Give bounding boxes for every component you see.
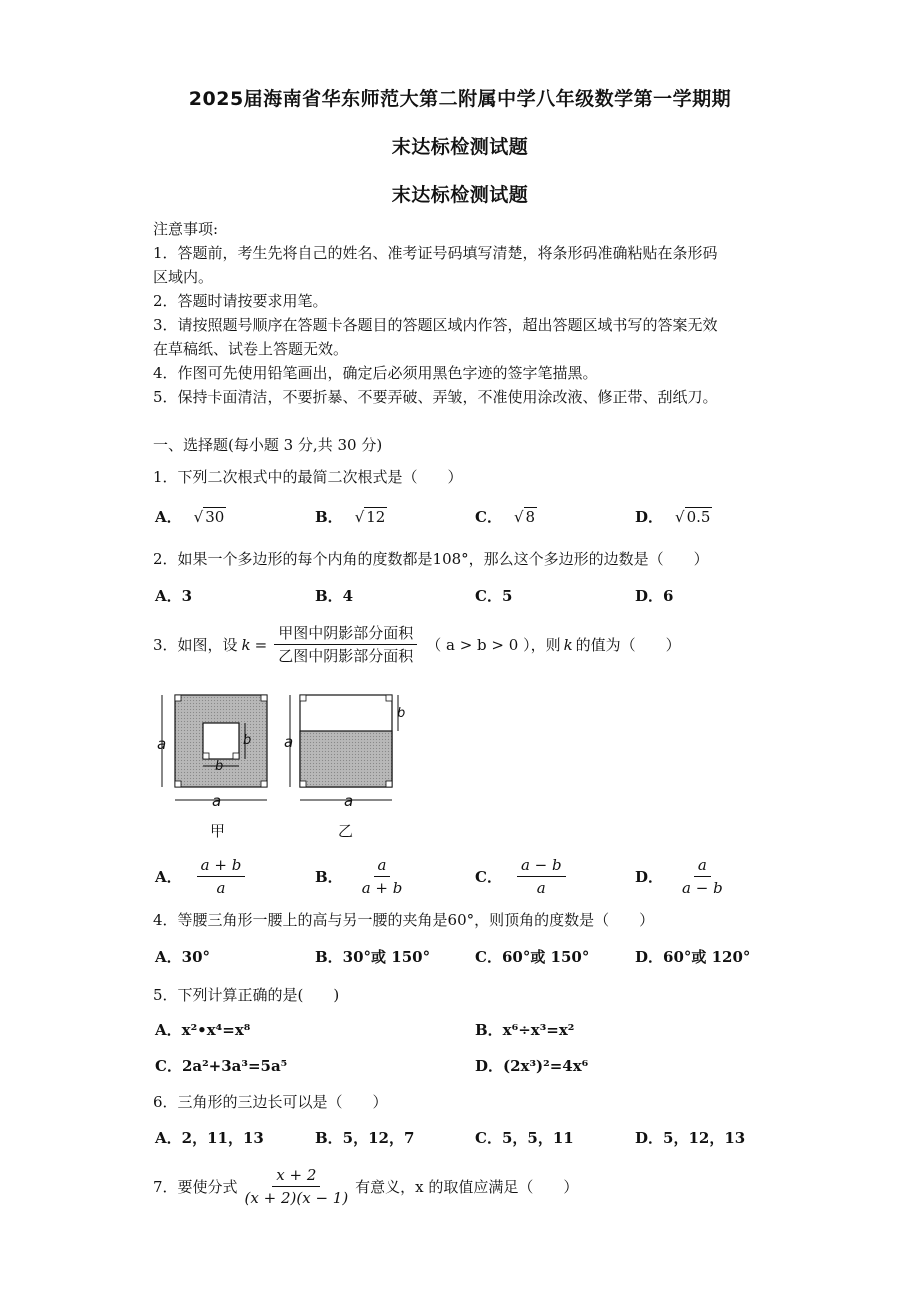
q6-option-d: D．5，12，13 <box>635 1129 746 1147</box>
option-label: C． <box>475 508 502 526</box>
corner-mark <box>261 695 267 701</box>
title-line-3: 末达标检测试题 <box>391 184 529 206</box>
question-3-stem: 3．如图，设 k = $\frac{\text{甲图中阴影部分面积}}{\text{乙图中阴影部分面积}}$ （ a > b > 0 ），则 k 的值为（ ） <box>153 624 681 665</box>
figure-yi <box>290 695 398 800</box>
q3-option-c: C． $\frac{a - b}{a}$ <box>475 856 569 897</box>
q3-option-d: D． $\frac{a}{a - b}$ <box>635 856 723 897</box>
q2-option-b: B．4 <box>315 587 354 605</box>
corner-mark <box>175 781 181 787</box>
question-6-stem: 6．三角形的三边长可以是（ ） <box>153 1093 388 1111</box>
radicand: 30 <box>205 508 225 526</box>
q5-option-a: A．x²•x⁴=x⁸ <box>155 1021 251 1039</box>
jia-label-b-bottom: b <box>215 759 224 774</box>
question-5-stem: 5．下列计算正确的是( ) <box>153 986 340 1004</box>
q2-option-a: A．3 <box>155 587 193 605</box>
corner-mark <box>261 781 267 787</box>
corner-mark <box>203 753 209 759</box>
radicand: 12 <box>366 508 386 526</box>
question-1-stem: 1．下列二次根式中的最简二次根式是（ ） <box>153 468 463 486</box>
note-4: 4．作图可先使用铅笔画出，确定后必须用黑色字迹的签字笔描黑。 <box>153 364 598 382</box>
option-label: A． <box>155 868 182 886</box>
q4-option-b: B．30°或 150° <box>315 948 431 966</box>
yi-label-a-bottom: a <box>344 792 354 810</box>
corner-mark <box>386 781 392 787</box>
q4-option-d: D．60°或 120° <box>635 948 751 966</box>
notes-heading: 注意事项: <box>153 220 219 238</box>
yi-shaded-rect <box>300 731 392 787</box>
q1-option-d: D． √ 0.5 <box>635 508 711 526</box>
option-label: D． <box>635 508 664 526</box>
q3-option-b: B． $\frac{a}{a + b}$ <box>315 856 403 897</box>
jia-label-b-side: b <box>243 733 252 748</box>
q2-option-c: C．5 <box>475 587 513 605</box>
radicand: 8 <box>525 508 536 526</box>
q1-option-b: B． √ 12 <box>315 508 386 526</box>
yi-label-b: b <box>397 706 406 721</box>
q4-option-a: A．30° <box>155 948 211 966</box>
q7-fraction: $\frac{x + 2}{(x + 2)(x - 1)}$ <box>244 1166 349 1207</box>
jia-label-a-bottom: a <box>212 792 222 810</box>
q5-option-c: C．2a²+3a³=5a⁵ <box>155 1057 288 1075</box>
q2-option-d: D．6 <box>635 587 674 605</box>
question-7-stem: 7．要使分式 $\frac{x + 2}{(x + 2)(x - 1)}$ 有意义，x 的取值应满足（ ） <box>153 1166 579 1207</box>
q5-option-b: B．x⁶÷x³=x² <box>475 1021 575 1039</box>
option-label: B． <box>315 868 343 886</box>
q5-option-d: D．(2x³)²=4x⁶ <box>475 1057 589 1075</box>
yi-label-a: a <box>284 733 294 751</box>
corner-mark <box>300 781 306 787</box>
radicand: 0.5 <box>686 508 711 526</box>
note-2: 2．答题时请按要求用笔。 <box>153 292 328 310</box>
q6-option-b: B．5，12，7 <box>315 1129 415 1147</box>
q3-option-a: A． $\frac{a + b}{a}$ <box>155 856 248 897</box>
corner-mark <box>386 695 392 701</box>
q1-option-a: A． √ 30 <box>155 508 225 526</box>
question-4-stem: 4．等腰三角形一腰上的高与另一腰的夹角是60°，则顶角的度数是（ ） <box>153 911 655 929</box>
note-5: 5．保持卡面清洁，不要折暴、不要弄破、弄皱，不准使用涂改液、修正带、刮纸刀。 <box>153 388 718 406</box>
note-3a: 3．请按照题号顺序在答题卡各题目的答题区域内作答，超出答题区域书写的答案无效 <box>153 316 718 334</box>
title-line-2: 末达标检测试题 <box>391 136 529 158</box>
q1-option-c: C． √ 8 <box>475 508 536 526</box>
corner-mark <box>300 695 306 701</box>
note-3b: 在草稿纸、试卷上答题无效。 <box>153 340 349 358</box>
note-1a: 1．答题前，考生先将自己的姓名、准考证号码填写清楚，将条形码准确粘贴在条形码 <box>153 244 718 262</box>
q6-option-a: A．2，11，13 <box>155 1129 264 1147</box>
section-heading: 一、选择题(每小题 3 分,共 30 分) <box>153 436 383 454</box>
figure-jia-caption: 甲 <box>210 822 226 840</box>
corner-mark <box>175 695 181 701</box>
figure-yi-caption: 乙 <box>338 822 354 840</box>
q4-option-c: C．60°或 150° <box>475 948 590 966</box>
jia-label-a: a <box>157 735 167 753</box>
corner-mark <box>233 753 239 759</box>
q6-option-c: C．5，5，11 <box>475 1129 574 1147</box>
note-1b: 区域内。 <box>153 268 214 286</box>
title-line-1: 2025届海南省华东师范大第二附属中学八年级数学第一学期期 <box>188 88 732 110</box>
option-label: B． <box>315 508 343 526</box>
option-label: A． <box>155 508 182 526</box>
option-label: D． <box>635 868 664 886</box>
q3-ratio-fraction: $\frac{\text{甲图中阴影部分面积}}{\text{乙图中阴影部分面积}}$ <box>274 624 417 665</box>
option-label: C． <box>475 868 502 886</box>
question-2-stem: 2．如果一个多边形的每个内角的度数都是108°，那么这个多边形的边数是（ ） <box>153 550 709 568</box>
